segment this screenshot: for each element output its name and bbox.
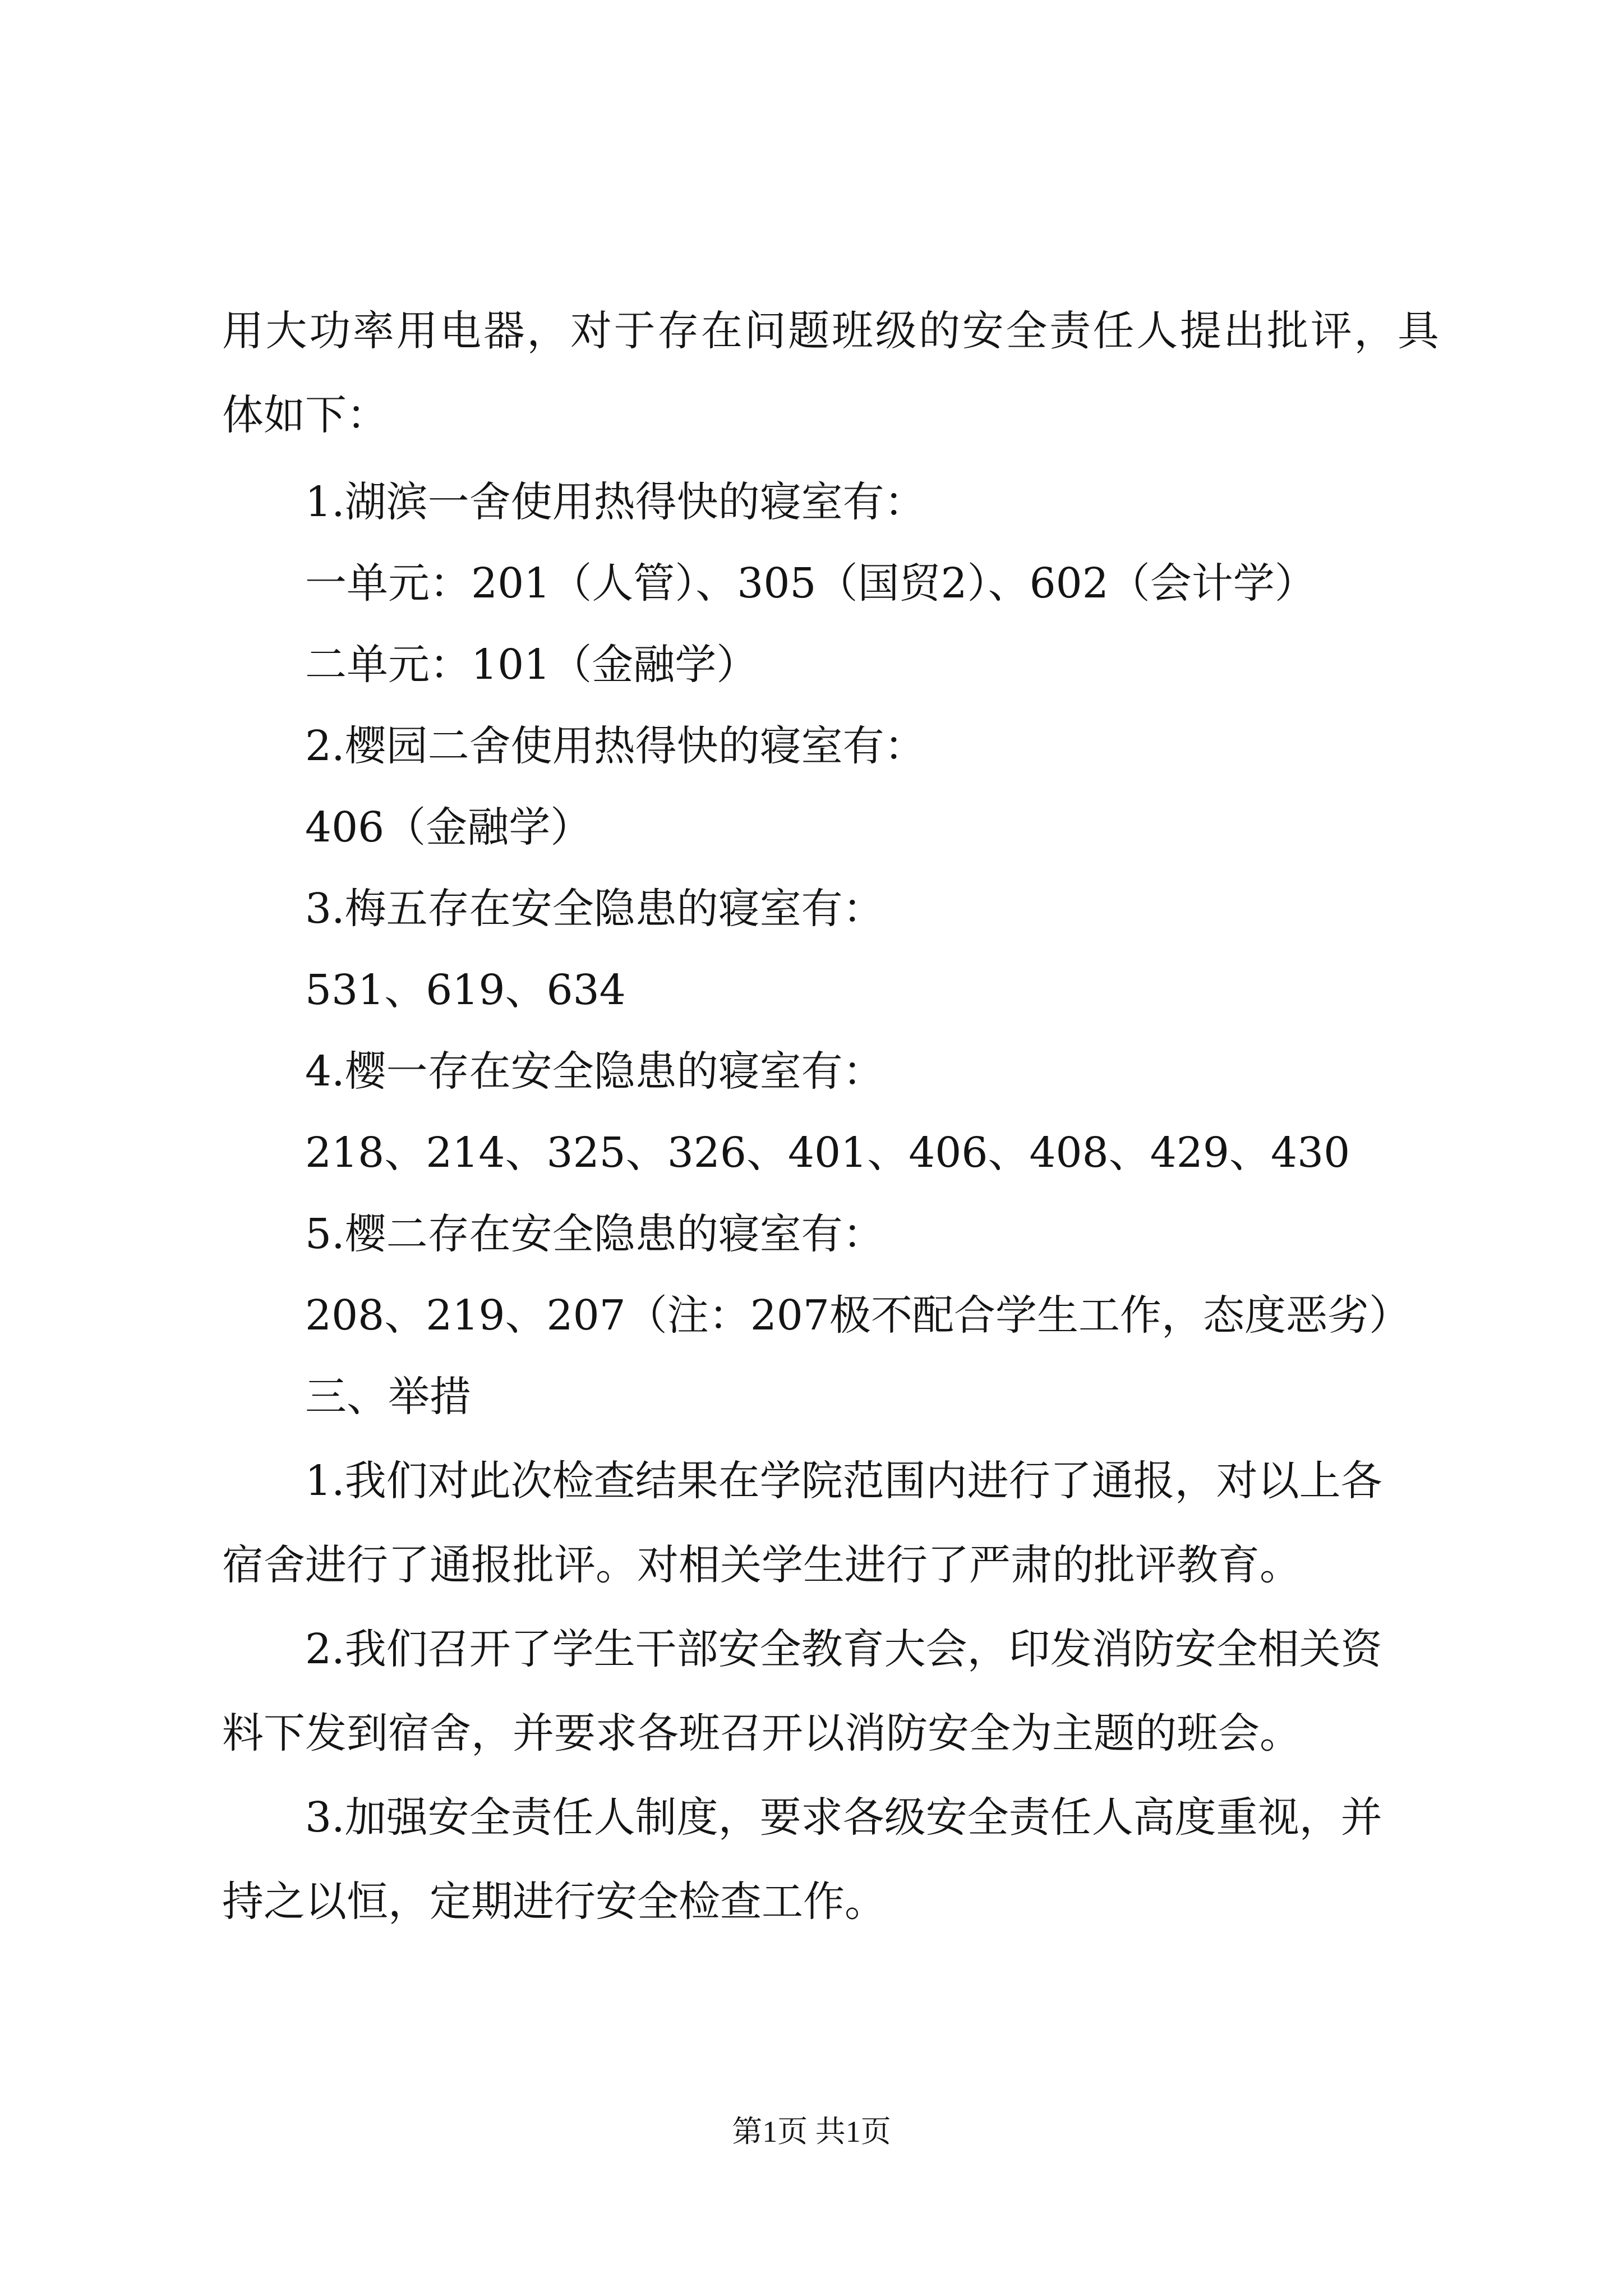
- paragraph-line: 体如下：: [222, 391, 388, 439]
- paragraph-line: 用大功率用电器，对于存在问题班级的安全责任人提出批评，具: [222, 307, 1439, 355]
- list-item-heading: 5.樱二存在安全隐患的寝室有：: [305, 1210, 884, 1258]
- page-number-footer: 第1页 共1页: [732, 2115, 891, 2148]
- list-item-detail: 406（金融学）: [305, 803, 592, 852]
- section-heading: 三、举措: [305, 1373, 471, 1421]
- list-item-heading: 2.樱园二舍使用热得快的寝室有：: [305, 722, 926, 770]
- paragraph-line: 持之以恒，定期进行安全检查工作。: [222, 1878, 886, 1926]
- list-item-detail: 531、619、634: [305, 966, 626, 1014]
- list-item-heading: 3.梅五存在安全隐患的寝室有：: [305, 885, 884, 933]
- paragraph-line: 2.我们召开了学生干部安全教育大会，印发消防安全相关资: [305, 1625, 1382, 1673]
- list-item-heading: 4.樱一存在安全隐患的寝室有：: [305, 1047, 884, 1096]
- paragraph-line: 1.我们对此次检查结果在学院范围内进行了通报，对以上各: [305, 1457, 1382, 1505]
- list-item-detail: 218、214、325、326、401、406、408、429、430: [305, 1129, 1350, 1177]
- paragraph-line: 料下发到宿舍，并要求各班召开以消防安全为主题的班会。: [222, 1709, 1301, 1757]
- paragraph-line: 宿舍进行了通报批评。对相关学生进行了严肃的批评教育。: [222, 1541, 1301, 1589]
- list-item-detail: 208、219、207（注：207极不配合学生工作，态度恶劣）: [305, 1291, 1410, 1340]
- list-item-detail: 一单元：201（人管）、305（国贸2）、602（会计学）: [305, 559, 1316, 608]
- list-item-heading: 1.湖滨一舍使用热得快的寝室有：: [305, 478, 926, 526]
- paragraph-line: 3.加强安全责任人制度，要求各级安全责任人高度重视，并: [305, 1793, 1382, 1842]
- list-item-detail: 二单元：101（金融学）: [305, 641, 758, 689]
